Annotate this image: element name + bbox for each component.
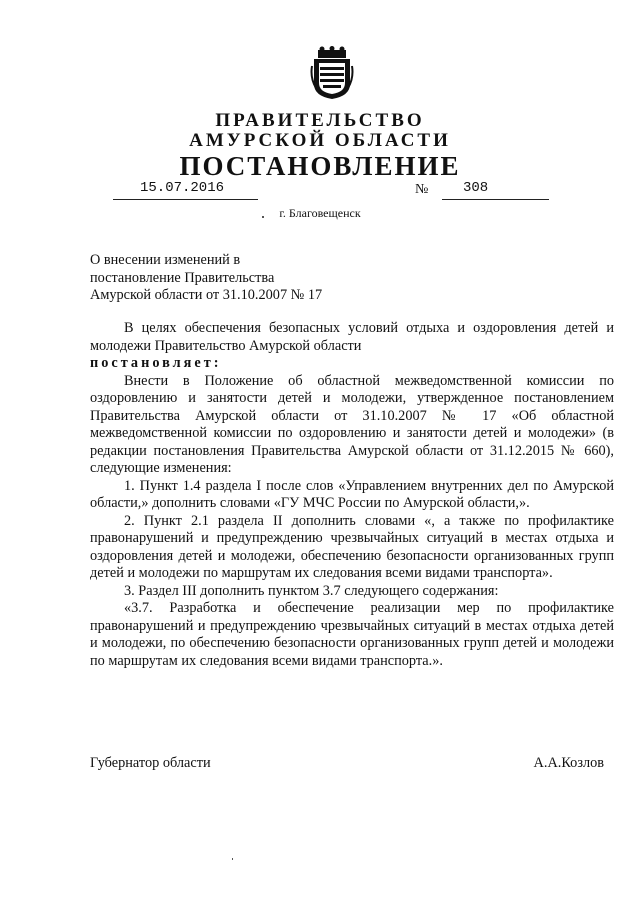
speck	[232, 858, 233, 860]
subject-line: О внесении изменений в	[90, 252, 241, 268]
date-underline	[113, 199, 258, 200]
subject-line: Амурской области от 31.10.2007 № 17	[90, 287, 323, 303]
amur-coat-of-arms-icon	[310, 46, 354, 100]
government-title-line2: АМУРСКОЙ ОБЛАСТИ	[189, 130, 451, 151]
decree-subject	[90, 252, 390, 305]
item-3: 3. Раздел III дополнить пунктом 3.7 следующего содержания:	[124, 582, 499, 599]
decree-date: 15.07.2016	[140, 180, 225, 196]
amend-paragraph: Внести в Положение об областной межведомственной комиссии по оздоровлению и занятости детей и молодежи, утвержденное постановлением Правительства Амурской области от 31.10.2007 № 17 «Об областной межведомственной комиссии по оздоровлению и занятости детей и молодежи» (в редакции постановления Правительства Амурской области от 31.12.2015 № 660), следующие изменения:	[90, 372, 614, 476]
city: г. Благовещенск	[279, 206, 361, 220]
item-1: 1. Пункт 1.4 раздела I после слов «Управлением внутренних дел по Амурской области,» дополнить словами «ГУ МЧС России по Амурской области,».	[90, 477, 614, 511]
signatory-name: А.А.Козлов	[533, 755, 604, 771]
item-2: 2. Пункт 2.1 раздела II дополнить словами «, а также по профилактике правонарушений и предупреждению чрезвычайных ситуаций в местах отдыха и оздоровления детей и молодежи, обеспечению безопасности организованных групп детей и молодежи по маршрутам их следования всеми видами транспорта».	[90, 512, 614, 581]
government-title-line1: ПРАВИТЕЛЬСТВО	[215, 110, 425, 131]
resolves-word: постановляет:	[90, 355, 222, 371]
decree-title: ПОСТАНОВЛЕНИЕ	[179, 151, 461, 181]
decree-number: 308	[463, 180, 489, 196]
speck	[262, 216, 264, 218]
decree-body	[90, 320, 614, 670]
intro-paragraph: В целях обеспечения безопасных условий отдыха и оздоровления детей и молодежи Правительство Амурской области	[90, 320, 614, 354]
number-underline	[442, 199, 549, 200]
item-3-text: «3.7. Разработка и обеспечение реализации мер по профилактике правонарушений и предупреждению чрезвычайных ситуаций в местах отдыха детей и молодежи, по обеспечению безопасности организованных групп детей и молодежи по маршрутам их следования всеми видами транспорта.».	[90, 600, 614, 669]
number-sign: №	[415, 182, 429, 197]
signatory-position: Губернатор области	[90, 755, 211, 771]
subject-line: постановление Правительства	[90, 269, 275, 286]
